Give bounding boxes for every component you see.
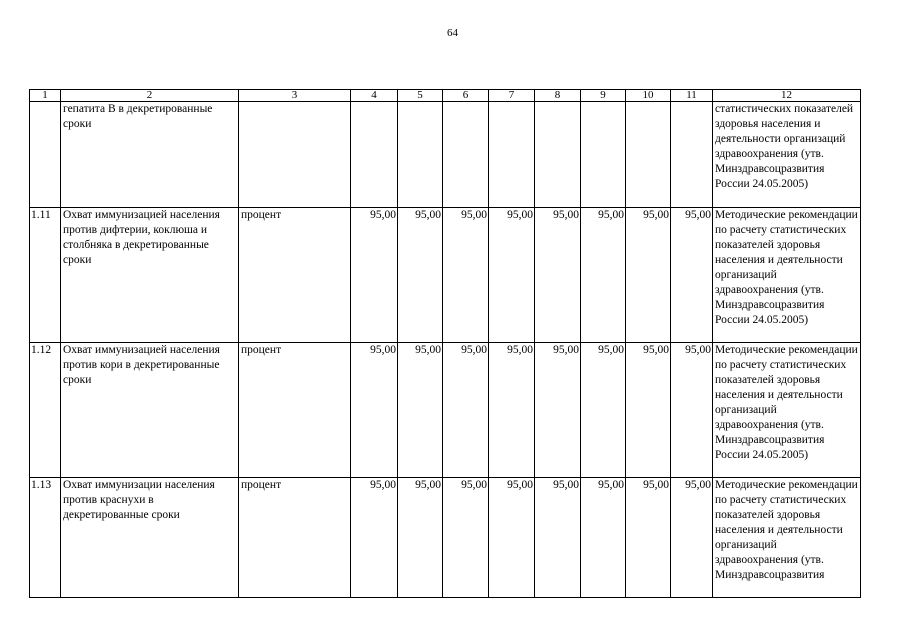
value-cell: 95,00 — [671, 343, 713, 478]
indicator-name: Охват иммунизацией населения против кори в декретированные сроки — [61, 343, 239, 478]
value-cell: 95,00 — [671, 208, 713, 343]
column-header: 1 — [30, 90, 61, 102]
value-cell — [398, 102, 443, 208]
column-header: 9 — [581, 90, 626, 102]
row-number: 1.11 — [30, 208, 61, 343]
value-cell: 95,00 — [581, 208, 626, 343]
unit-cell: процент — [239, 478, 351, 598]
indicators-table — [29, 89, 861, 598]
table-row — [30, 102, 861, 208]
column-header: 2 — [61, 90, 239, 102]
value-cell: 95,00 — [443, 208, 489, 343]
value-cell: 95,00 — [398, 478, 443, 598]
table-row — [30, 208, 861, 343]
value-cell: 95,00 — [626, 343, 671, 478]
value-cell — [489, 102, 535, 208]
source-cell: Методические рекомендации по расчету статистических показателей здоровья населения и деятельности организаций здравоохранения (утв. Минздравсоцразвития — [713, 478, 861, 598]
table-row — [30, 343, 861, 478]
column-header: 8 — [535, 90, 581, 102]
unit-cell: процент — [239, 208, 351, 343]
value-cell: 95,00 — [443, 343, 489, 478]
column-header: 7 — [489, 90, 535, 102]
value-cell — [581, 102, 626, 208]
value-cell — [535, 102, 581, 208]
value-cell: 95,00 — [489, 478, 535, 598]
source-cell: статистических показателей здоровья населения и деятельности организаций здравоохранения (утв. Минздравсоцразвития России 24.05.2005) — [713, 102, 861, 208]
value-cell: 95,00 — [398, 208, 443, 343]
row-number: 1.12 — [30, 343, 61, 478]
value-cell: 95,00 — [535, 478, 581, 598]
indicator-name: гепатита В в декретированные сроки — [61, 102, 239, 208]
value-cell: 95,00 — [626, 208, 671, 343]
column-header: 10 — [626, 90, 671, 102]
unit-cell: процент — [239, 343, 351, 478]
value-cell: 95,00 — [351, 343, 398, 478]
value-cell: 95,00 — [626, 478, 671, 598]
column-header: 5 — [398, 90, 443, 102]
column-header: 4 — [351, 90, 398, 102]
column-header: 11 — [671, 90, 713, 102]
header-row — [30, 90, 861, 102]
value-cell — [671, 102, 713, 208]
value-cell — [626, 102, 671, 208]
column-header: 3 — [239, 90, 351, 102]
indicator-name: Охват иммунизацией населения против дифтерии, коклюша и столбняка в декретированные сроки — [61, 208, 239, 343]
value-cell: 95,00 — [351, 208, 398, 343]
column-header: 12 — [713, 90, 861, 102]
source-cell: Методические рекомендации по расчету статистических показателей здоровья населения и деятельности организаций здравоохранения (утв. Минздравсоцразвития России 24.05.2005) — [713, 343, 861, 478]
value-cell: 95,00 — [581, 343, 626, 478]
value-cell: 95,00 — [535, 208, 581, 343]
column-header: 6 — [443, 90, 489, 102]
value-cell: 95,00 — [489, 343, 535, 478]
row-number: 1.13 — [30, 478, 61, 598]
value-cell: 95,00 — [398, 343, 443, 478]
unit-cell — [239, 102, 351, 208]
value-cell: 95,00 — [351, 478, 398, 598]
value-cell — [443, 102, 489, 208]
value-cell: 95,00 — [671, 478, 713, 598]
table-row — [30, 478, 861, 598]
row-number — [30, 102, 61, 208]
source-cell: Методические рекомендации по расчету статистических показателей здоровья населения и деятельности организаций здравоохранения (утв. Минздравсоцразвития России 24.05.2005) — [713, 208, 861, 343]
value-cell: 95,00 — [489, 208, 535, 343]
value-cell: 95,00 — [443, 478, 489, 598]
value-cell — [351, 102, 398, 208]
value-cell: 95,00 — [535, 343, 581, 478]
indicator-name: Охват иммунизации населения против краснухи в декретированные сроки — [61, 478, 239, 598]
page-number: 64 — [447, 27, 458, 39]
value-cell: 95,00 — [581, 478, 626, 598]
